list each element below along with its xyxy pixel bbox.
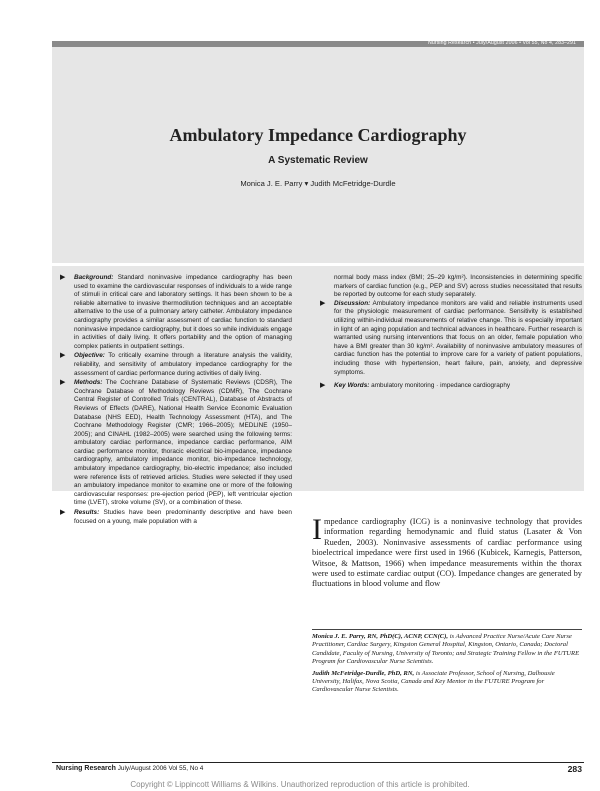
keywords: [316, 382, 582, 391]
section-heading: Background:: [74, 274, 114, 281]
triangle-bullet-icon: ▶: [60, 509, 66, 517]
article-subtitle: A Systematic Review: [268, 155, 368, 166]
triangle-bullet-icon: ▶: [320, 299, 326, 307]
affiliation-name: Judith McFetridge-Durdle, PhD, RN,: [312, 669, 415, 677]
footer-divider: [52, 762, 584, 763]
keywords-heading: Key Words:: [334, 382, 370, 390]
section-text: Ambulatory impedance monitors are valid and reliable instruments used for the physiologic measurement of cardiac performance. Sensitivity is established utilizing within-individual measurements of relative change. This is especially important in light of an aging population and technical advances in healthcare. Further research is warranted using nursing interventions that focus on an older, female population who have a BMI greater than 30 kg/m². Availability of noninvasive ambulatory measures of cardiac function has the potential to improve care for a variety of patient populations, including those with hypertension, heart failure, pain, anxiety, and depressive symptoms.: [334, 299, 582, 376]
copyright-notice: Copyright © Lippincott Williams & Wilkins. Unauthorized reproduction of this article is prohibited.: [130, 780, 470, 789]
affiliation-text: is Associate Professor, School of Nursing, Dalhousie University, Halifax, Nova Scotia, Canada and Key Mentor in the FUTURE Program for Cardiovascular Nurse Scientists.: [312, 669, 555, 694]
journal-citation: Nursing Research • July/August 2006 • Vol 55, No 4, 283–291: [428, 40, 576, 46]
header-band: [52, 41, 584, 263]
section-heading: Objective:: [74, 352, 105, 360]
footer-journal-name: Nursing Research: [56, 765, 116, 772]
affiliation-text: is Advanced Practice Nurse/Acute Care Nurse Practitioner, Cardiac Surgery, Kingston General Hospital, Kingston, Ontario, Canada; Doctoral Candidate, Faculty of Nursing, University of Toronto; and Strategic Training Fellow in the FUTURE Program for Cardiovascular Nurse Scientists.: [312, 633, 580, 666]
results-continuation: normal body mass index (BMI; 25–29 kg/m²). Inconsistencies in determining specific markers of cardiac function (e.g., PEP and SV) across studies necessitated that results be reported by outcome for each study separately.: [334, 274, 582, 299]
abstract-left-column: [56, 274, 292, 527]
footer-issue: July/August 2006 Vol 55, No 4: [117, 765, 204, 772]
triangle-bullet-icon: ▶: [60, 352, 66, 360]
affiliation-name: Monica J. E. Parry, RN, PhD(C), ACNP, CCN(C),: [312, 633, 449, 640]
section-heading: Results:: [74, 509, 100, 517]
section-text: To critically examine through a literature analysis the validity, reliability, and sensitivity of ambulatory impedance cardiography for the assessment of cardiac performance during activities of daily living.: [74, 352, 292, 377]
section-heading: Discussion:: [334, 299, 371, 307]
article-title: Ambulatory Impedance Cardiography: [169, 125, 467, 145]
body-paragraph: [312, 513, 582, 590]
authors-line: Monica J. E. Parry ▾ Judith McFetridge-Durdle: [240, 179, 396, 188]
section-text: Studies have been predominantly descriptive and have been focused on a young, male population with a: [74, 509, 292, 525]
triangle-bullet-icon: ▶: [320, 382, 326, 390]
footer-journal: [56, 765, 203, 772]
abstract-methods: [56, 379, 292, 508]
affiliation-divider: [312, 629, 582, 630]
abstract-results: [56, 509, 292, 526]
abstract-objective: [56, 352, 292, 378]
page-number: 283: [567, 764, 582, 774]
section-text: Standard noninvasive impedance cardiography has been used to examine the cardiovascular responses of individuals to a wide range of stimuli in critical care and laboratory settings. It has been shown to be a reliable alternative to invasive thermodilution techniques and an acceptable alternative to the use of a pulmonary artery catheter. Ambulatory impedance cardiography provides a similar assessment of cardiac function to standard noninvasive impedance cardiography, but it does so while individuals engage in activities of daily living. It offers portability and the option of managing complex patients in outpatient settings.: [74, 274, 292, 350]
triangle-bullet-icon: ▶: [60, 274, 66, 281]
triangle-bullet-icon: ▶: [60, 379, 66, 387]
body-text-content: mpedance cardiography (ICG) is a noninvasive technology that provides information regarding hemodynamic and fluid status (Lasater & Von Rueden, 2003). Noninvasive assessments of cardiac performance using bioelectrical impedance were first used in 1966 (Kubicek, Karnegis, Patterson, Witsoe, & Mattson, 1966) when impedance measurements within the thorax were used to estimate cardiac output (CO). Impedance changes are generated by fluctuations in blood volume and flow: [312, 517, 582, 589]
affiliation-mcfetridge: [312, 670, 582, 695]
abstract-background: [56, 274, 292, 351]
abstract-right-column: [316, 274, 582, 391]
drop-cap: I: [312, 513, 322, 546]
keywords-text: ambulatory monitoring · impedance cardiography: [369, 382, 511, 390]
author-affiliations: [312, 633, 582, 698]
affiliation-parry: [312, 633, 582, 667]
section-text: The Cochrane Database of Systematic Reviews (CDSR), The Cochrane Database of Methodology Reviews (CDMR), The Cochrane Central Register of Controlled Trials (CENTRAL), Database of Abstracts of Reviews of Effects (DARE), National Health Service Economic Evaluation Database (NHS EED), Health Technology Assessment (HTA), and The Cochrane Methodology Register (CMR; 1966–2005); MEDLINE (1950–2005); and CINAHL (1982–2005) were searched using the following terms: ambulatory cardiac performance, impedance cardiac performance, AIM cardiac performance monitor, thoracic electrical bio-impedance, impedance cardiography, ambulatory impedance monitor, bio-impedance technology, ambulatory impedance cardiography, bio-electric impedance; also included were reference lists of retrieved articles. Studies were selected if they used an ambulatory impedance monitor to examine one or more of the following cardiovascular responses: pre-ejection period (PEP), left ventricular ejection time (LVET), stroke volume (SV), or a combination of these.: [74, 379, 292, 507]
section-heading: Methods:: [74, 379, 103, 387]
abstract-discussion: [316, 300, 582, 377]
